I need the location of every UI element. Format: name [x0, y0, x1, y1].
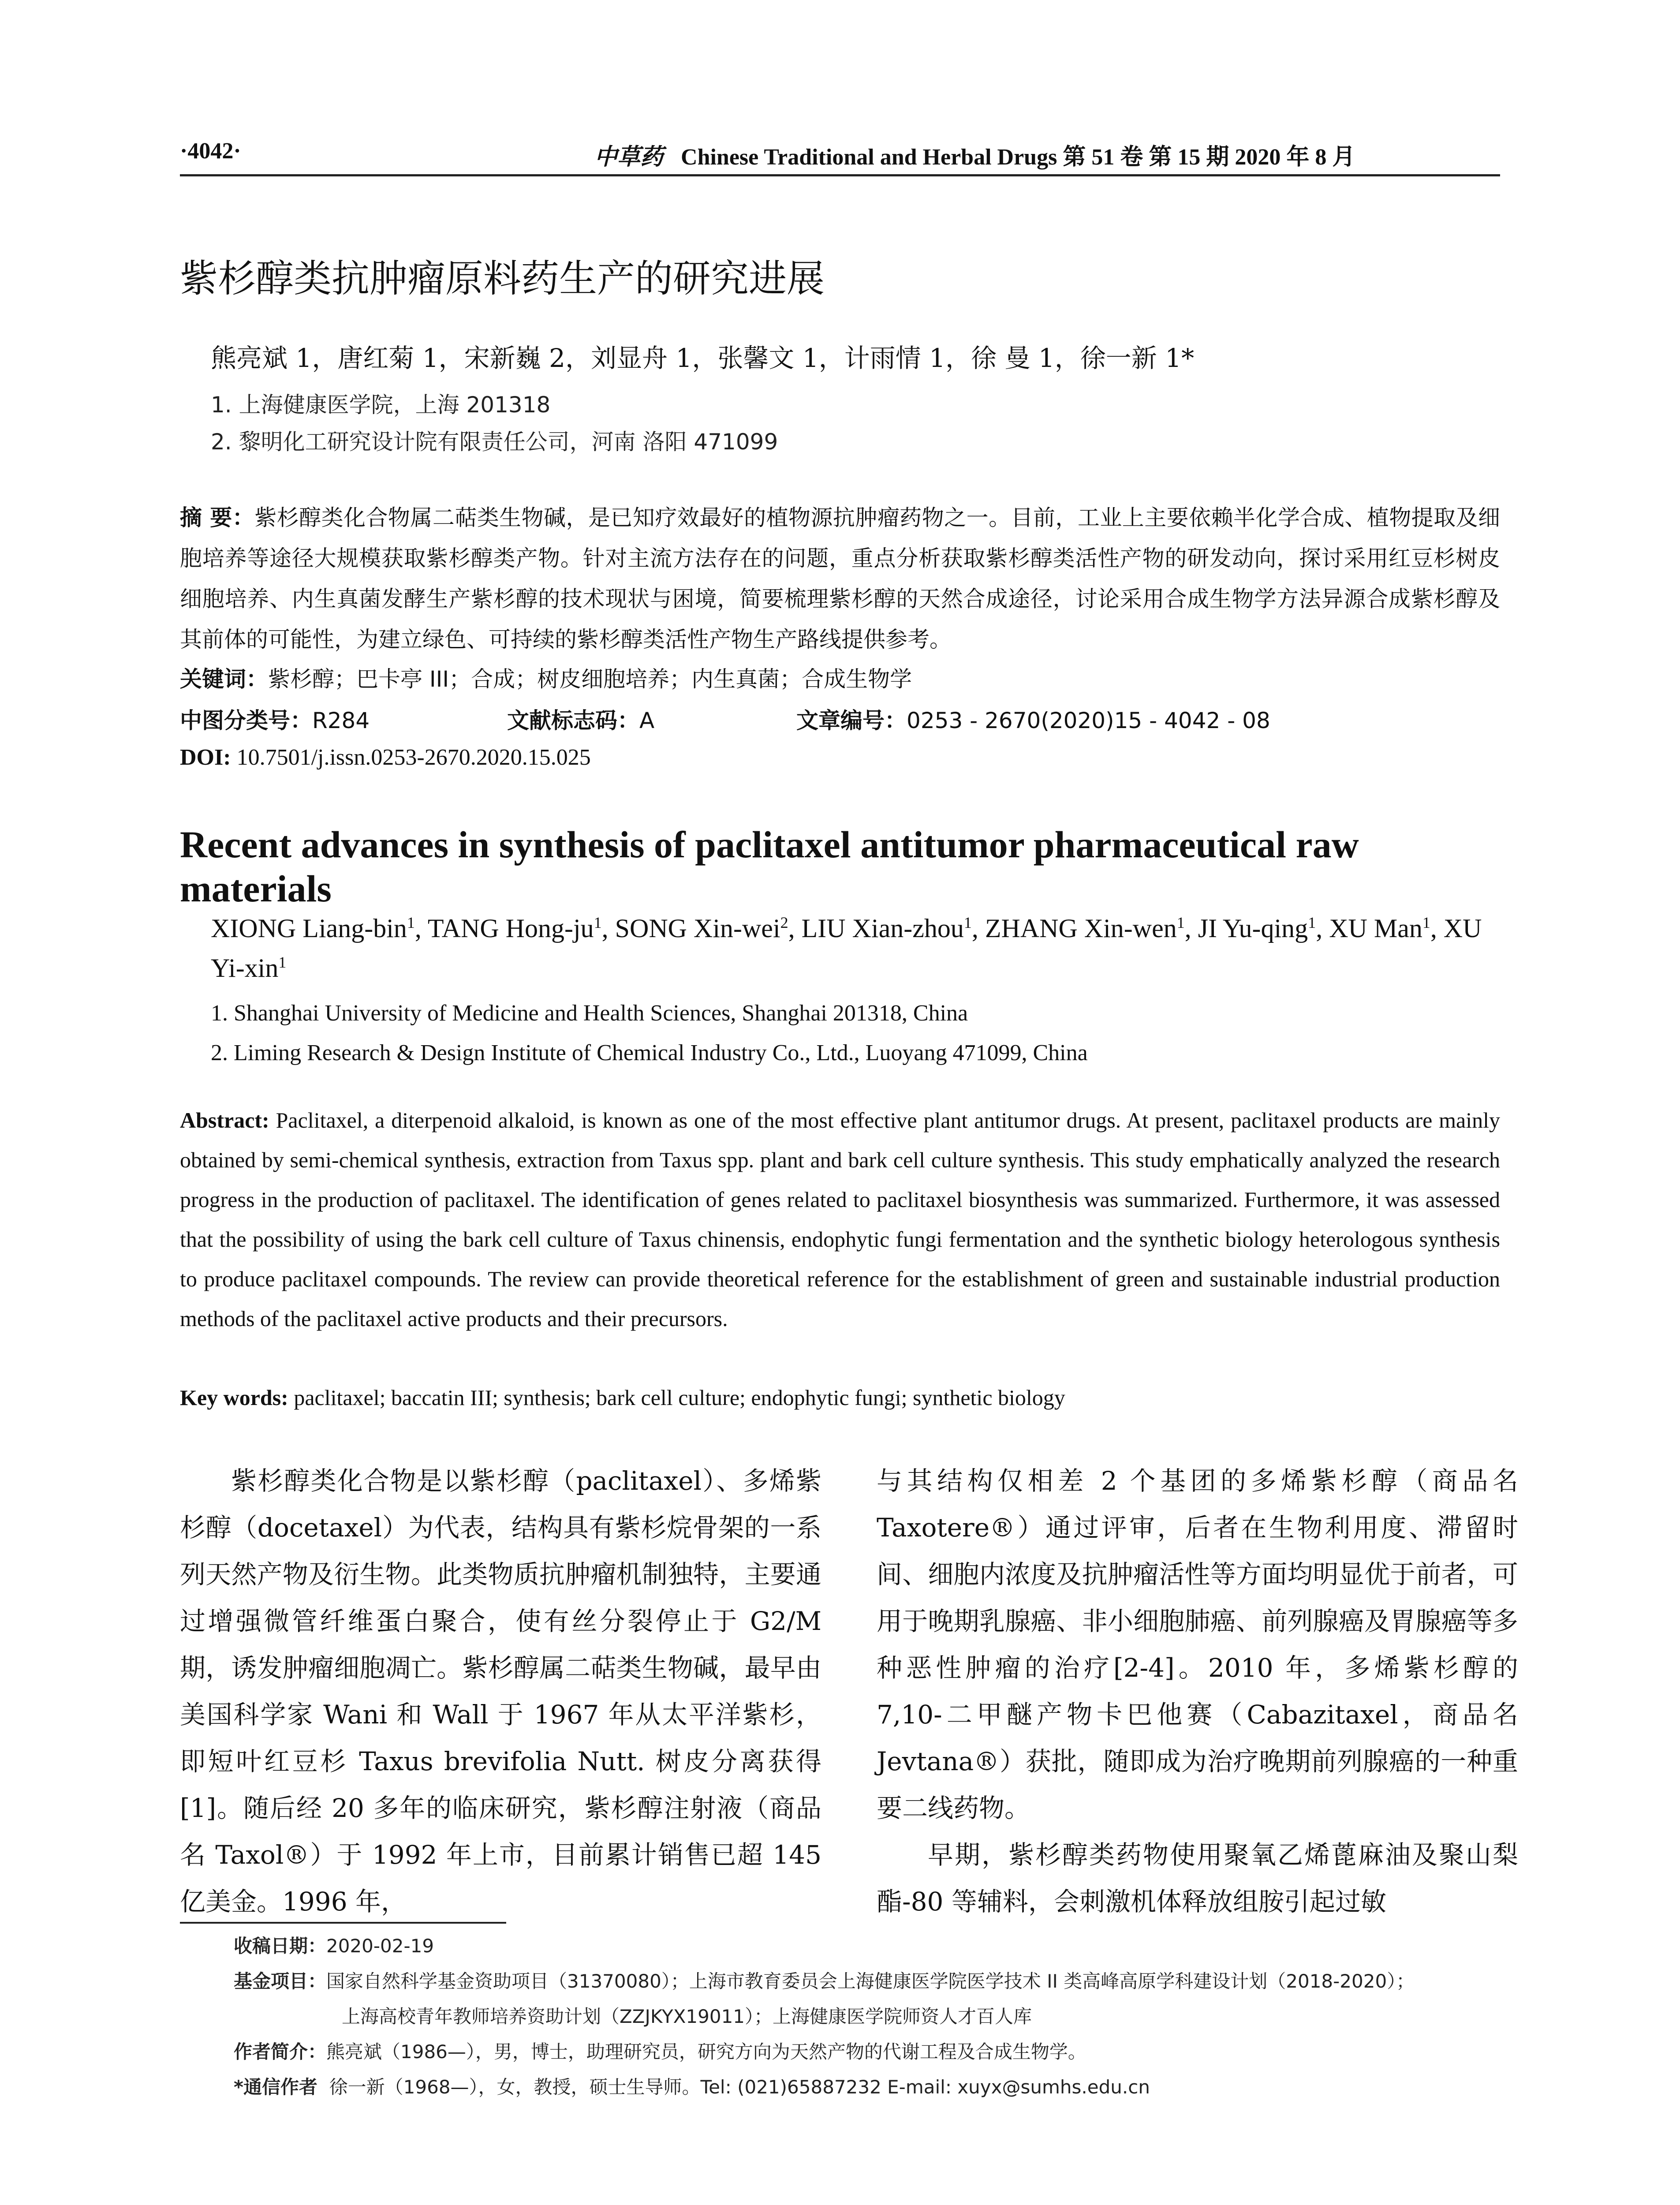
- body-paragraph-3: 早期，紫杉醇类药物使用聚氧乙烯蓖麻油及聚山梨酯-80 等辅料，会刺激机体释放组胺引起过敏: [877, 1840, 1518, 1917]
- abstract-cn-label: 摘 要：: [180, 505, 255, 531]
- doi-label: DOI:: [180, 745, 231, 770]
- abstract-cn: [180, 497, 1500, 660]
- classification-line: [180, 703, 1270, 735]
- title-cn: 紫杉醇类抗肿瘤原料药生产的研究进展: [180, 257, 825, 301]
- doc-code-value: A: [639, 708, 655, 733]
- authors-en: XIONG Liang-bin$^1$, TANG Hong-$ju^1$, SONG Xin-wei$^2$, LIU Xian-zhou$^1$, ZHANG Xin-wen$^1$, JI Yu-qing$^1$, XU Man$^1$, XU Yi-xin$^1$: [211, 914, 1482, 983]
- author-info: 熊亮斌（1986—），男，博士，助理研究员，研究方向为天然产物的代谢工程及合成生物学。: [326, 2041, 1086, 2063]
- article-number-value: 0253 - 2670(2020)15 - 4042 - 08: [907, 708, 1270, 733]
- footnote-fund-cont: 上海高校青年教师培养资助计划（ZZJKYX19011）；上海健康医学院师资人才百人库: [342, 2006, 1032, 2027]
- journal-info: [594, 138, 1355, 171]
- title-en: Recent advances in synthesis of paclitaxel antitumor pharmaceutical raw materials: [180, 823, 1359, 910]
- page-number: ·4042·: [180, 138, 241, 164]
- body-column-left: [180, 1458, 821, 1925]
- affiliation-cn-1: 1. 上海健康医学院，上海 201318: [211, 392, 551, 418]
- affiliation-en-1: 1. Shanghai University of Medicine and Health Sciences, Shanghai 201318, China: [211, 1001, 968, 1026]
- doc-code-label: 文献标志码：: [507, 708, 639, 733]
- keywords-en: [180, 1385, 1065, 1410]
- body-column-right: [877, 1458, 1518, 1925]
- article-number-label: 文章编号：: [796, 708, 907, 733]
- fund-line-1: 国家自然科学基金资助项目（31370080）；上海市教育委员会上海健康医学院医学技术 II 类高峰高原学科建设计划（2018-2020）；: [326, 1970, 1415, 1992]
- abstract-en-text: Paclitaxel, a diterpenoid alkaloid, is known as one of the most effective plant antitumor drugs. At present, paclitaxel products are mainly obtained by semi-chemical synthesis, extraction from Taxus spp. plant and bark cell culture synthesis. This study emphatically analyzed the research progress in the production of paclitaxel. The identification of genes related to paclitaxel biosynthesis was summarized. Furthermore, it was assessed that the possibility of using the bark cell culture of Taxus chinensis, endophytic fungi fermentation and the synthetic biology heterologous synthesis to produce paclitaxel compounds. The review can provide theoretical reference for the establishment of green and sustainable industrial production methods of the paclitaxel active products and their precursors.: [180, 1108, 1501, 1331]
- journal-issue: Chinese Traditional and Herbal Drugs 第 51 卷 第 15 期 2020 年 8 月: [681, 145, 1355, 170]
- journal-logo: 中草药: [594, 143, 664, 170]
- footnote-author: [234, 2039, 1086, 2065]
- clc-value: R284: [312, 708, 370, 733]
- doi-line: [180, 744, 591, 770]
- abstract-en-label: Abstract:: [180, 1108, 269, 1132]
- keywords-cn: [180, 662, 912, 693]
- abstract-en: [180, 1100, 1500, 1338]
- affiliation-en-2: 2. Liming Research & Design Institute of Chemical Industry Co., Ltd., Luoyang 471099, China: [211, 1040, 1088, 1065]
- corresponding-label: *通信作者: [234, 2076, 317, 2098]
- keywords-cn-label: 关键词：: [180, 666, 268, 692]
- footnote-fund: [234, 1968, 1415, 1995]
- received-label: 收稿日期：: [234, 1935, 327, 1957]
- clc-label: 中图分类号：: [180, 708, 312, 733]
- doi-value[interactable]: 10.7501/j.issn.0253-2670.2020.15.025: [236, 745, 591, 770]
- keywords-en-label: Key words:: [180, 1385, 288, 1410]
- corresponding-info: 徐一新（1968—），女，教授，硕士生导师。Tel: (021)65887232 E-mail: xuyx@sumhs.edu.cn: [329, 2076, 1150, 2098]
- footnote-corresponding: [234, 2074, 1150, 2100]
- body-paragraph-1: 紫杉醇类化合物是以紫杉醇（paclitaxel）、多烯紫杉醇（docetaxel）为代表，结构具有紫杉烷骨架的一系列天然产物及衍生物。此类物质抗肿瘤机制独特，主要通过增强微管纤维蛋白聚合，使有丝分裂停止于 G2/M 期，诱发肿瘤细胞凋亡。紫杉醇属二萜类生物碱，最早由美国科学家 Wani 和 Wall 于 1967 年从太平洋紫杉，即短叶红豆杉 Taxus brevifolia Nutt. 树皮分离获得[1]。随后经 20 多年的临床研究，紫杉醇注射液（商品名 Taxol®）于 1992 年上市，目前累计销售已超 145 亿美金。1996 年，: [180, 1466, 821, 1917]
- keywords-en-text: paclitaxel; baccatin III; synthesis; bark cell culture; endophytic fungi; synthetic biology: [294, 1385, 1065, 1410]
- footnote-rule: [180, 1922, 506, 1924]
- affiliation-cn-2: 2. 黎明化工研究设计院有限责任公司，河南 洛阳 471099: [211, 429, 778, 455]
- received-date: 2020-02-19: [326, 1935, 434, 1957]
- abstract-cn-text: 紫杉醇类化合物属二萜类生物碱，是已知疗效最好的植物源抗肿瘤药物之一。目前，工业上主要依赖半化学合成、植物提取及细胞培养等途径大规模获取紫杉醇类产物。针对主流方法存在的问题，重点分析获取紫杉醇类活性产物的研发动向，探讨采用红豆杉树皮细胞培养、内生真菌发酵生产紫杉醇的技术现状与困境，简要梳理紫杉醇的天然合成途径，讨论采用合成生物学方法异源合成紫杉醇及其前体的可能性，为建立绿色、可持续的紫杉醇类活性产物生产路线提供参考。: [180, 505, 1500, 652]
- body-paragraph-2: 与其结构仅相差 2 个基团的多烯紫杉醇（商品名 Taxotere®）通过评审，后者在生物利用度、滞留时间、细胞内浓度及抗肿瘤活性等方面均明显优于前者，可用于晚期乳腺癌、非小细胞肺癌、前列腺癌及胃腺癌等多种恶性肿瘤的治疗[2-4]。2010 年，多烯紫杉醇的 7,10-二甲醚产物卡巴他赛（Cabazitaxel，商品名 Jevtana®）获批，随即成为治疗晚期前列腺癌的一种重要二线药物。: [877, 1466, 1518, 1823]
- author-label: 作者简介：: [234, 2041, 327, 2063]
- fund-label: 基金项目：: [234, 1970, 327, 1992]
- authors-cn: 熊亮斌 1，唐红菊 1，宋新巍 2，刘显舟 1，张馨文 1，计雨情 1，徐 曼 1，徐一新 1*: [211, 343, 1195, 373]
- footnote-received: [234, 1933, 434, 1959]
- keywords-cn-text: 紫杉醇；巴卡亭 III；合成；树皮细胞培养；内生真菌；合成生物学: [268, 666, 912, 692]
- running-header: [180, 135, 1500, 176]
